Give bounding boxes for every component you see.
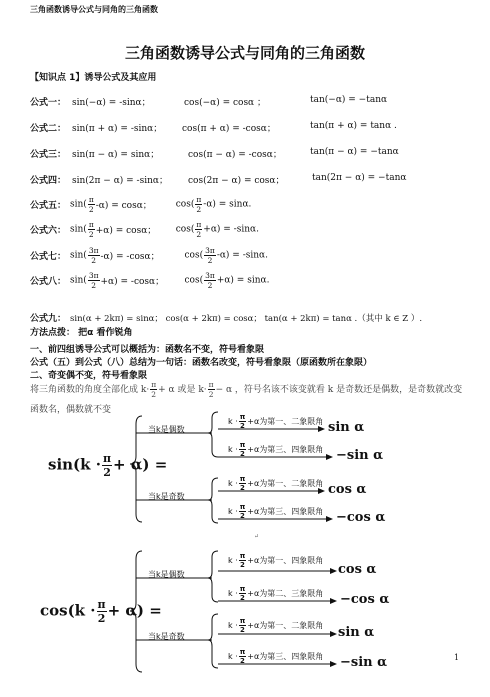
result-neg-cos: −cos α — [336, 510, 386, 525]
denominator: 2 — [88, 230, 94, 239]
numerator: π — [239, 617, 246, 625]
quadrant-condition — [228, 475, 323, 492]
formula-text: sin(α + 2kπ) = sinα； cos(α + 2kπ) = cosα； tan(α + 2kπ) = tanα .（其中 k ∈ Z ）. — [70, 314, 423, 324]
quadrant-text: +α为第一、四象限角 — [247, 556, 324, 565]
quadrant-text: +α为第一、二象限角 — [247, 417, 324, 426]
denominator: 2 — [103, 466, 111, 479]
fraction — [239, 552, 247, 569]
k-text: k · — [228, 417, 238, 426]
denominator: 2 — [240, 594, 245, 602]
formula-label: 公式七： — [30, 252, 67, 262]
formula-cos: cos(π − α) = -cosα； — [188, 150, 282, 160]
page-title: 三角函数诱导公式与同角的三角函数 — [124, 44, 365, 62]
formula-sin: sin(π + α) = -sinα； — [72, 124, 163, 134]
fraction — [97, 598, 107, 625]
formula-label: 公式九： — [30, 314, 67, 324]
denominator: 2 — [151, 390, 157, 399]
formula-text: cos( — [175, 199, 195, 210]
return-mark: ↵ — [254, 533, 260, 540]
quadrant-text: +α为第三、四象限角 — [247, 652, 324, 661]
formula-sin: sin(−α) = -sinα； — [72, 98, 151, 108]
denominator: 2 — [91, 256, 97, 265]
numerator: 3π — [88, 271, 99, 280]
formula-text: +α) = -cosα； — [100, 277, 165, 287]
text: 将三角函数的角度全部化成 k· — [30, 385, 150, 395]
text: + α 或是 k· — [158, 385, 207, 395]
quadrant-text: +α为第二、三象限角 — [247, 589, 324, 598]
denominator: 2 — [240, 484, 245, 492]
formula-tan: tan(−α) = −tanα — [310, 95, 388, 105]
formula-cos: cos(π + α) = -cosα； — [182, 124, 276, 134]
k-text: k · — [228, 479, 238, 488]
result-sin: sin α — [338, 625, 375, 640]
denominator: 2 — [240, 422, 245, 430]
running-header: 三角函数诱导公式与同角的三角函数 — [30, 5, 158, 14]
quadrant-condition — [228, 552, 323, 569]
expr-text: + α) = — [113, 455, 168, 474]
page-number: 1 — [454, 653, 460, 662]
denominator: 2 — [240, 561, 245, 569]
quadrant-condition — [228, 585, 323, 602]
denominator: 2 — [240, 450, 245, 458]
fraction — [239, 585, 247, 602]
numerator: π — [239, 413, 246, 421]
quadrant-condition — [228, 617, 323, 634]
formula-text: -α) = sinα. — [203, 199, 252, 210]
k-text: k · — [228, 507, 238, 516]
explanation-line-2: 函数名，偶数就不变 — [30, 405, 112, 415]
sin-expression — [48, 452, 167, 479]
formula-text: sin( — [70, 199, 87, 210]
fraction — [239, 475, 247, 492]
formula-cos: cos(−α) = cosα ； — [184, 98, 266, 108]
formula-text: sin( — [70, 250, 87, 261]
formula-text: +α) = -sinα. — [203, 224, 259, 235]
denominator: 2 — [97, 612, 106, 625]
quadrant-condition — [228, 648, 323, 665]
method-tip: 方法点拨： 把α 看作锐角 — [30, 328, 133, 338]
quadrant-text: +α为第一、二象限角 — [247, 479, 324, 488]
result-cos: cos α — [338, 562, 377, 577]
numerator: π — [239, 441, 246, 449]
fraction — [239, 413, 247, 430]
expr-text: sin(k · — [48, 455, 101, 474]
section-heading: 【知识点 1】诱导公式及其应用 — [30, 73, 157, 83]
numerator: 3π — [205, 246, 215, 255]
numerator: 3π — [88, 246, 99, 255]
denominator: 2 — [196, 230, 202, 239]
numerator: π — [239, 503, 246, 511]
numerator: π — [239, 552, 246, 560]
formula-text: -α) = -sinα. — [216, 250, 268, 261]
numerator: π — [239, 648, 246, 656]
numerator: π — [208, 380, 214, 389]
formula-label: 公式四： — [30, 176, 67, 186]
formula-label: 公式二： — [30, 124, 67, 134]
denominator: 2 — [240, 657, 245, 665]
condition-odd: 当k是奇数 — [148, 492, 185, 501]
fraction — [239, 648, 247, 665]
condition-even: 当k是偶数 — [148, 570, 185, 579]
numerator: π — [151, 380, 157, 389]
result-neg-sin: −sin α — [336, 448, 384, 463]
fraction — [239, 503, 247, 520]
expr-text: + α) = — [107, 601, 162, 620]
formula-label: 公式八： — [30, 277, 67, 287]
formula-label: 公式五： — [30, 201, 67, 211]
condition-odd: 当k是奇数 — [148, 632, 185, 641]
formula-text: cos( — [175, 224, 195, 235]
fraction — [102, 452, 112, 479]
formula-text: +α) = sinα. — [216, 275, 270, 286]
formula-text: -α) = cosα； — [95, 201, 152, 211]
formula-cos: cos(2π − α) = cosα； — [188, 176, 285, 186]
denominator: 2 — [196, 205, 202, 214]
formula-tan: tan(π + α) = tanα . — [310, 121, 397, 131]
quadrant-condition — [228, 413, 323, 430]
condition-even: 当k是偶数 — [148, 425, 185, 434]
rule-three: 二、奇变偶不变，符号看象限 — [30, 371, 148, 381]
text: − α ，符号名该不该变就看 k 是奇数还是偶数，是奇数就改变 — [215, 385, 463, 395]
result-cos: cos α — [328, 482, 367, 497]
quadrant-condition — [228, 441, 323, 458]
fraction — [239, 441, 247, 458]
formula-text: cos( — [184, 250, 204, 261]
numerator: π — [88, 195, 94, 204]
formula-sin: sin(π − α) = sinα； — [72, 150, 160, 160]
numerator: π — [88, 220, 94, 229]
result-neg-cos: −cos α — [340, 592, 390, 607]
quadrant-text: +α为第三、四象限角 — [247, 445, 324, 454]
denominator: 2 — [207, 281, 213, 290]
formula-text: cos( — [184, 275, 204, 286]
formula-text: sin( — [70, 275, 87, 286]
numerator: π — [102, 452, 112, 465]
formula-sin: sin(2π − α) = -sinα； — [72, 176, 168, 186]
denominator: 2 — [208, 390, 214, 399]
k-text: k · — [228, 589, 238, 598]
quadrant-text: +α为第三、四象限角 — [247, 507, 324, 516]
formula-label: 公式一： — [30, 98, 67, 108]
formula-label: 公式三： — [30, 150, 67, 160]
k-text: k · — [228, 445, 238, 454]
numerator: π — [97, 598, 106, 611]
denominator: 2 — [91, 281, 97, 290]
denominator: 2 — [240, 626, 245, 634]
formula-text: sin( — [70, 224, 87, 235]
cos-expression — [40, 598, 162, 625]
k-text: k · — [228, 556, 238, 565]
result-neg-sin: −sin α — [340, 655, 388, 670]
denominator: 2 — [88, 205, 94, 214]
numerator: π — [196, 220, 202, 229]
numerator: π — [239, 475, 246, 483]
numerator: π — [196, 195, 202, 204]
numerator: π — [239, 585, 246, 593]
quadrant-condition — [228, 503, 323, 520]
rule-two: 公式（五）到公式（八）总结为一句话：函数名改变，符号看象限（原函数所在象限） — [30, 358, 373, 368]
numerator: 3π — [205, 271, 215, 280]
fraction — [239, 617, 247, 634]
formula-text: +α) = cosα； — [95, 226, 157, 236]
formula-label: 公式六： — [30, 226, 67, 236]
k-text: k · — [228, 652, 238, 661]
formula-tan: tan(2π − α) = −tanα — [312, 173, 407, 183]
expr-text: cos(k · — [40, 601, 96, 620]
formula-tan: tan(π − α) = −tanα — [310, 147, 399, 157]
formula-text: -α) = -cosα； — [100, 252, 160, 262]
rule-one: 一、前四组诱导公式可以概括为：函数名不变，符号看象限 — [30, 345, 265, 355]
quadrant-text: +α为第一、二象限角 — [247, 621, 324, 630]
result-sin: sin α — [328, 420, 365, 435]
denominator: 2 — [207, 256, 213, 265]
k-text: k · — [228, 621, 238, 630]
denominator: 2 — [240, 512, 245, 520]
